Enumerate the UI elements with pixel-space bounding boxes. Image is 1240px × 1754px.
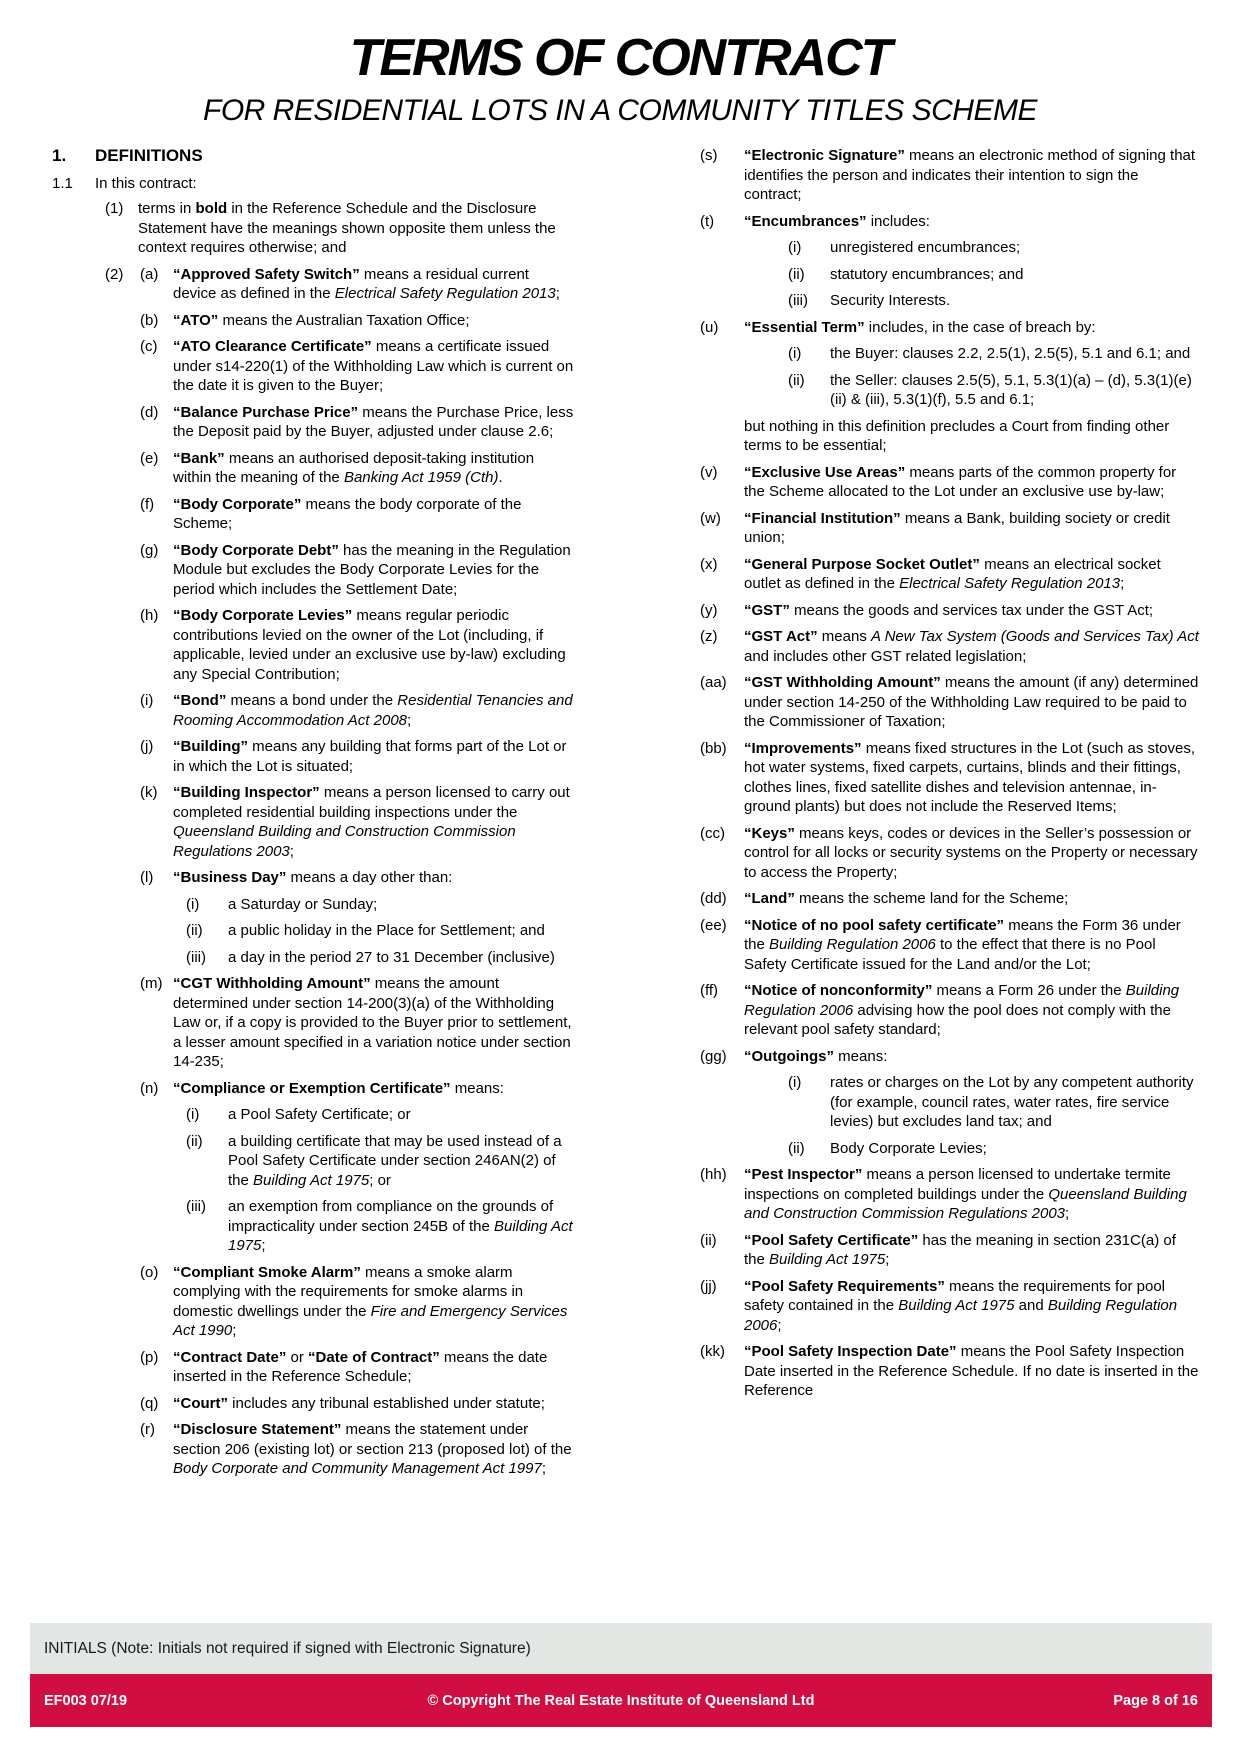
- item-label: (p): [140, 1348, 159, 1366]
- item-text: “Exclusive Use Areas” means parts of the common property for the Scheme allocated to the Lot under an exclusive use by-law;: [744, 463, 1177, 500]
- definition-item: [52, 1420, 574, 1479]
- item-text: Body Corporate Levies;: [830, 1139, 987, 1157]
- item-text: the Buyer: clauses 2.2, 2.5(1), 2.5(5), 5.1 and 6.1; and: [830, 345, 1191, 362]
- item-label: (a): [140, 265, 159, 283]
- item-text: “Business Day” means a day other than:: [173, 869, 453, 886]
- item-label: (ff): [700, 982, 719, 999]
- item-label: (hh): [700, 1166, 727, 1183]
- item-label: (bb): [700, 739, 727, 757]
- definition-item: [700, 212, 1200, 232]
- definition-item: [52, 868, 574, 888]
- definition-item: [52, 737, 574, 776]
- item-text: unregistered encumbrances;: [830, 239, 1021, 256]
- item-label: (m): [140, 975, 163, 992]
- item-label: (r): [140, 1421, 155, 1438]
- item-text: “Approved Safety Switch” means a residual current device as defined in the Electrical Safety Regulation 2013;: [173, 265, 560, 302]
- item-text: “Financial Institution” means a Bank, building society or credit union;: [744, 509, 1170, 546]
- item-label: (ii): [788, 265, 805, 283]
- definition-item: [52, 199, 574, 258]
- item-label: (g): [140, 541, 159, 559]
- item-label: (c): [140, 338, 158, 355]
- item-label: (v): [700, 463, 718, 481]
- document-header: [0, 30, 1240, 128]
- definition-item: [52, 403, 574, 442]
- definition-item: [52, 1348, 574, 1387]
- item-label: (ii): [186, 922, 203, 939]
- item-label: 1.1: [52, 174, 73, 192]
- item-text: “CGT Withholding Amount” means the amount determined under section 14-200(3)(a) of the Withholding Law or, if a copy is provided to the Buyer prior to settlement, a lesser amount specified in a variation notice under section 14-235;: [173, 975, 572, 1070]
- definition-item: [52, 541, 574, 600]
- item-label: (s): [700, 147, 718, 164]
- item-text: the Seller: clauses 2.5(5), 5.1, 5.3(1)(a) – (d), 5.3(1)(e)(ii) & (iii), 5.3(1)(f), 5.5 and 6.1;: [830, 371, 1192, 408]
- definition-item: [700, 146, 1200, 205]
- item-text: Security Interests.: [830, 292, 951, 309]
- definition-item: [700, 981, 1200, 1040]
- item-text: “Electronic Signature” means an electronic method of signing that identifies the person and indicates their intention to sign the contract;: [744, 147, 1196, 203]
- item-text: “Balance Purchase Price” means the Purchase Price, less the Deposit paid by the Buyer, adjusted under clause 2.6;: [173, 403, 574, 440]
- item-label: (y): [700, 601, 718, 619]
- item-text: “Court” includes any tribunal established under statute;: [173, 1394, 545, 1412]
- definition-item: [52, 783, 574, 861]
- item-label: (w): [700, 509, 721, 527]
- definition-item: [700, 601, 1200, 621]
- item-text: a day in the period 27 to 31 December (inclusive): [228, 948, 555, 966]
- item-text: “Pool Safety Certificate” has the meaning in section 231C(a) of the Building Act 1975;: [744, 1231, 1176, 1268]
- item-text: “Body Corporate Levies” means regular periodic contributions levied on the owner of the Lot (including, if applicable, levied under an exclusive use by-law) excluding any Special Contribution;: [173, 607, 566, 683]
- definition-item: [52, 146, 574, 166]
- definition-item: [52, 1079, 574, 1099]
- item-text: “Contract Date” or “Date of Contract” means the date inserted in the Reference Schedule;: [173, 1348, 548, 1385]
- item-label: (ii): [700, 1231, 717, 1249]
- item-label: (i): [788, 345, 802, 362]
- item-text: “Compliance or Exemption Certificate” means:: [173, 1079, 504, 1097]
- item-label: (k): [140, 784, 158, 801]
- definition-item: [700, 1231, 1200, 1270]
- item-label: (kk): [700, 1343, 725, 1360]
- definition-item: [700, 1047, 1200, 1067]
- item-text: a public holiday in the Place for Settlement; and: [228, 922, 545, 939]
- item-text: In this contract:: [95, 174, 197, 192]
- item-label: (b): [140, 311, 159, 329]
- definition-item: [52, 495, 574, 534]
- definition-item: [700, 916, 1200, 975]
- definition-item: [700, 1277, 1200, 1336]
- item-label: (ee): [700, 916, 727, 934]
- item-text: “Land” means the scheme land for the Scheme;: [744, 890, 1069, 907]
- item-text: but nothing in this definition precludes a Court from finding other terms to be essential;: [744, 417, 1170, 454]
- item-text: “Notice of no pool safety certificate” means the Form 36 under the Building Regulation 2006 to the effect that there is no Pool Safety Certificate issued for the Land and/or the Lot;: [744, 916, 1181, 973]
- item-label: (d): [140, 403, 159, 421]
- item-label: (dd): [700, 890, 727, 907]
- item-label: (1): [105, 200, 124, 217]
- item-label: (e): [140, 449, 159, 467]
- item-label: 1.: [52, 146, 67, 165]
- item-text: a Pool Safety Certificate; or: [228, 1106, 411, 1123]
- item-text: “ATO Clearance Certificate” means a certificate issued under s14-220(1) of the Withholding Law which is current on the date it is given to the Buyer;: [173, 338, 574, 394]
- copyright-notice: © Copyright The Real Estate Institute of Queensland Ltd: [427, 1692, 815, 1709]
- definition-item: [52, 174, 574, 194]
- item-text: “GST” means the goods and services tax under the GST Act;: [744, 601, 1154, 619]
- definition-item: [700, 417, 1200, 456]
- item-text: “Body Corporate Debt” has the meaning in the Regulation Module but excludes the Body Corporate Levies for the period which includes the Settlement Date;: [173, 541, 571, 598]
- definition-item: [52, 311, 574, 331]
- definition-item: [700, 265, 1200, 285]
- item-label: (cc): [700, 824, 725, 842]
- item-text: “Bank” means an authorised deposit-taking institution within the meaning of the Banking Act 1959 (Cth).: [173, 449, 535, 486]
- item-label: (o): [140, 1263, 159, 1281]
- definition-item: [700, 1073, 1200, 1132]
- definition-item: [52, 1105, 574, 1125]
- definition-item: [52, 948, 574, 968]
- definition-item: [52, 606, 574, 684]
- item-text: “General Purpose Socket Outlet” means an electrical socket outlet as defined in the Electrical Safety Regulation 2013;: [744, 555, 1161, 592]
- item-label: (ii): [788, 371, 805, 389]
- item-text: “Outgoings” means:: [744, 1047, 888, 1065]
- item-text: “GST Withholding Amount” means the amount (if any) determined under section 14-250 of the Withholding Law required to be paid to the Commissioner of Taxation;: [744, 674, 1199, 730]
- definition-item: [700, 1139, 1200, 1159]
- item-label: (i): [140, 692, 154, 709]
- item-text: a building certificate that may be used instead of a Pool Safety Certificate under section 246AN(2) of the Building Act 1975; or: [228, 1132, 562, 1189]
- item-label: (jj): [700, 1277, 717, 1295]
- definition-item: [700, 318, 1200, 338]
- definition-item: [700, 371, 1200, 410]
- page-number: Page 8 of 16: [1113, 1692, 1198, 1709]
- definition-item: [700, 1165, 1200, 1224]
- definition-item: [700, 627, 1200, 666]
- definition-item: [700, 344, 1200, 364]
- item-label: (x): [700, 555, 718, 573]
- definition-item: [700, 509, 1200, 548]
- initials-bar: [30, 1623, 1212, 1674]
- item-label: (i): [788, 1074, 802, 1091]
- definition-item: [52, 265, 574, 304]
- definition-item: [700, 824, 1200, 883]
- item-label: (i): [788, 239, 802, 256]
- item-text: a Saturday or Sunday;: [228, 895, 378, 913]
- item-label: (q): [140, 1394, 159, 1412]
- item-label: (t): [700, 212, 715, 230]
- item-label: (iii): [186, 948, 206, 966]
- definition-item: [700, 889, 1200, 909]
- item-text: “Pool Safety Requirements” means the requirements for pool safety contained in the Building Act 1975 and Building Regulation 2006;: [744, 1277, 1178, 1334]
- definition-item: [700, 1342, 1200, 1401]
- item-label: (h): [140, 607, 159, 624]
- initials-note: INITIALS (Note: Initials not required if signed with Electronic Signature): [44, 1639, 531, 1657]
- item-label: (iii): [788, 292, 808, 309]
- definition-item: [52, 691, 574, 730]
- item-label: (z): [700, 628, 718, 645]
- definition-item: [52, 1394, 574, 1414]
- item-label: (n): [140, 1079, 159, 1097]
- item-label: (gg): [700, 1047, 727, 1065]
- definition-item: [52, 921, 574, 941]
- item-text: “Building” means any building that forms part of the Lot or in which the Lot is situated;: [173, 738, 567, 775]
- item-text: “GST Act” means A New Tax System (Goods and Services Tax) Act and includes other GST related legislation;: [744, 628, 1199, 665]
- definition-item: [52, 974, 574, 1072]
- item-text: an exemption from compliance on the grounds of impracticality under section 245B of the Building Act 1975;: [228, 1198, 573, 1254]
- item-label: (u): [700, 318, 719, 336]
- form-code: EF003 07/19: [44, 1692, 128, 1709]
- item-text: “Body Corporate” means the body corporate of the Scheme;: [173, 495, 522, 532]
- definition-item: [52, 1132, 574, 1191]
- item-text: “ATO” means the Australian Taxation Office;: [173, 311, 470, 329]
- item-text: “Building Inspector” means a person licensed to carry out completed residential building inspections under the Queensland Building and Construction Commission Regulations 2003;: [173, 784, 570, 860]
- definition-item: [52, 895, 574, 915]
- item-label: (aa): [700, 674, 727, 691]
- definition-item: [700, 238, 1200, 258]
- definition-item: [52, 449, 574, 488]
- definition-item: [700, 291, 1200, 311]
- item-text: terms in bold in the Reference Schedule and the Disclosure Statement have the meanings shown opposite them unless the context requires otherwise; and: [138, 200, 556, 256]
- item-text: “Keys” means keys, codes or devices in the Seller’s possession or control for all locks or security systems on the Property or necessary to access the Property;: [744, 824, 1198, 881]
- definition-item: [700, 739, 1200, 817]
- item-text: “Disclosure Statement” means the statement under section 206 (existing lot) or section 213 (proposed lot) of the Body Corporate and Community Management Act 1997;: [173, 1421, 572, 1477]
- definitions-column-left: [52, 146, 574, 1623]
- item-text: “Pest Inspector” means a person licensed to undertake termite inspections on completed buildings under the Queensland Building and Construction Commission Regulations 2003;: [744, 1166, 1187, 1222]
- item-text: statutory encumbrances; and: [830, 265, 1024, 283]
- footer-bar: [30, 1674, 1212, 1727]
- definition-item: [52, 1263, 574, 1341]
- item-label: (ii): [186, 1132, 203, 1150]
- page-subtitle: FOR RESIDENTIAL LOTS IN A COMMUNITY TITLES SCHEME: [203, 94, 1037, 127]
- item-text: “Improvements” means fixed structures in the Lot (such as stoves, hot water systems, fixed carpets, curtains, blinds and their fittings, clothes lines, fixed satellite dishes and television antennae, in-ground plants) but does not include the Reserved Items;: [744, 739, 1196, 815]
- definition-item: [700, 555, 1200, 594]
- item-label: (2): [105, 265, 124, 283]
- item-label: (ii): [788, 1139, 805, 1157]
- item-label: (i): [186, 1106, 200, 1123]
- item-label: (l): [140, 869, 154, 886]
- item-text: “Bond” means a bond under the Residential Tenancies and Rooming Accommodation Act 2008;: [173, 692, 573, 729]
- item-label: (j): [140, 738, 154, 755]
- item-text: DEFINITIONS: [95, 146, 203, 165]
- item-text: “Notice of nonconformity” means a Form 26 under the Building Regulation 2006 advising how the pool does not comply with the relevant pool safety standard;: [744, 982, 1180, 1038]
- page-title: TERMS OF CONTRACT: [349, 29, 891, 87]
- item-text: “Pool Safety Inspection Date” means the Pool Safety Inspection Date inserted in the Reference Schedule. If no date is inserted in the Reference: [744, 1343, 1199, 1399]
- definition-item: [52, 1197, 574, 1256]
- item-label: (iii): [186, 1198, 206, 1215]
- item-label: (i): [186, 895, 200, 913]
- definition-item: [700, 463, 1200, 502]
- definition-item: [700, 673, 1200, 732]
- item-label: (f): [140, 495, 155, 513]
- item-text: rates or charges on the Lot by any competent authority (for example, council rates, water rates, fire service levies) but excludes land tax; and: [830, 1074, 1194, 1130]
- item-text: “Encumbrances” includes:: [744, 212, 930, 230]
- item-text: “Compliant Smoke Alarm” means a smoke alarm complying with the requirements for smoke alarms in domestic dwellings under the Fire and Emergency Services Act 1990;: [173, 1263, 568, 1339]
- definitions-column-right: [700, 146, 1200, 1623]
- item-text: “Essential Term” includes, in the case of breach by:: [744, 318, 1096, 336]
- definition-item: [52, 337, 574, 396]
